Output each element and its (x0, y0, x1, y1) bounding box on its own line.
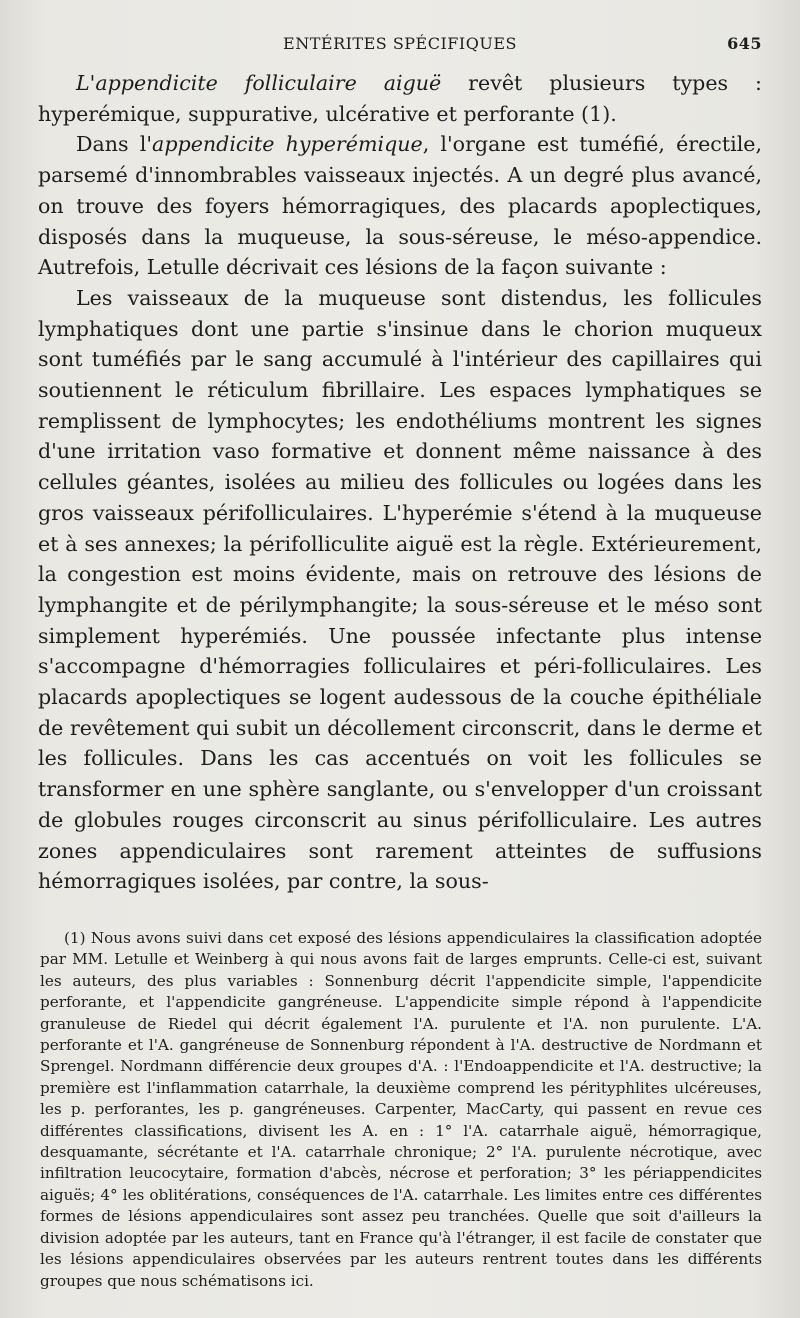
paragraph-3: Les vaisseaux de la muqueuse sont distendus, les follicules lymphatiques dont une partie s'insinue dans le chorion muqueux sont tuméfiés par le sang accumulé à l'intérieur des capillaires qui soutiennent le réticulum fibrillaire. Les espaces lymphatiques se remplissent de lymphocytes; les endothéliums montrent les signes d'une irritation vaso formative et donnent même naissance à des cellules géantes, isolées au milieu des follicules ou logées dans les gros vaisseaux périfolliculaires. L'hyperémie s'étend à la muqueuse et à ses annexes; la périfolliculite aiguë est la règle. Extérieurement, la congestion est moins évidente, mais on retrouve des lésions de lymphangite et de périlymphangite; la sous-séreuse et le méso sont simplement hyperémiés. Une poussée infectante plus intense s'accompagne d'hémorragies folliculaires et péri-folliculaires. Les placards apoplectiques se logent audessous de la couche épithéliale de revêtement qui subit un décollement circonscrit, dans le derme et les follicules. Dans les cas accentués on voit les follicules se transformer en une sphère sanglante, ou s'envelopper d'un croissant de globules rouges circonscrit au sinus périfolliculaire. Les autres zones appendiculaires sont rarement atteintes de suffusions hémorragiques isolées, par contre, la sous- (38, 285, 762, 894)
paragraph-2-text: , l'organe est tuméfié, érectile, parsemé d'innombrables vaisseaux injectés. A un degré plus avancé, on trouve des foyers hémorragiques, des placards apoplectiques, disposés dans la muqueuse, la sous-séreuse, le méso-appendice. Autrefois, Letulle décrivait ces lésions de la façon suivante : (38, 132, 763, 280)
running-title: ENTÉRITES SPÉCIFIQUES (283, 34, 517, 53)
italic-term-folliculaire: L'appendicite folliculaire aiguë (76, 71, 442, 95)
paragraph-1-text: revêt plusieurs types : hyperémique, suppurative, ulcérative et perforante (1). (38, 71, 762, 126)
paragraph-2-lead: Dans l' (76, 132, 153, 157)
running-header (38, 34, 762, 56)
paragraph-2 (38, 129, 762, 283)
page-number: 645 (727, 34, 762, 53)
paragraph-1 (38, 68, 762, 129)
italic-term-hyperemique: appendicite hyperémique (152, 132, 423, 157)
footnote: (1) Nous avons suivi dans cet exposé des lésions appendiculaires la classification adoptée par MM. Letulle et Weinberg à qui nous avons fait de larges emprunts. Celle-ci est, suivant les auteurs, des plus variables : Sonnenburg décrit l'appendicite simple, l'appendicite perforante, et l'appendicite gangréneuse. L'appendicite simple répond à l'appendicite granuleuse de Riedel qui décrit également l'A. purulente et l'A. non purulente. L'A. perforante et l'A. gangréneuse de Sonnenburg répondent à l'A. destructive de Nordmann et Sprengel. Nordmann différencie deux groupes d'A. : l'Endoappendicite et l'A. destructive; la première est l'inflammation catarrhale, la deuxième comprend les pérityphlites ulcéreuses, les p. perforantes, les p. gangréneuses. Carpenter, MacCarty, qui passent en revue ces différentes classifications, divisent les A. en : 1° l'A. catarrhale aiguë, hémorragique, desquamante, sécrétante et l'A. catarrhale chronique; 2° l'A. purulente nécrotique, avec infiltration leucocytaire, formation d'abcès, nécrose et perforation; 3° les périappendicites aiguës; 4° les oblitérations, conséquences de l'A. catarrhale. Les limites entre ces différentes formes de lésions appendiculaires sont assez peu tranchées. Quelle que soit d'ailleurs la division adoptée par les auteurs, tant en France qu'à l'étranger, il est facile de constater que les lésions appendiculaires observées par les auteurs rentrent toutes dans les différents groupes que nous schématisons ici. (40, 929, 762, 1290)
body-text (38, 68, 762, 897)
